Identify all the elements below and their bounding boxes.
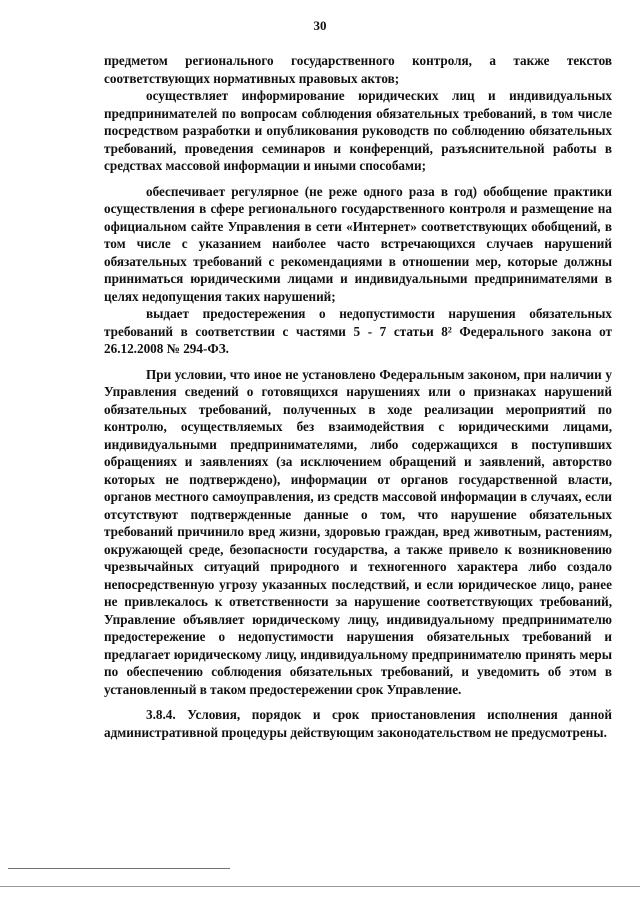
footer-rule xyxy=(0,886,640,887)
footer-rule-short xyxy=(8,868,230,869)
paragraph: предметом регионального государственного контроля, а также текстов соответствующих нормативных правовых актов; xyxy=(104,53,612,86)
document-body xyxy=(104,52,612,741)
paragraph: 3.8.4. Условия, порядок и срок приостановления исполнения данной административной процедуры действующим законодательством не предусмотрены. xyxy=(104,707,612,740)
paragraph: обеспечивает регулярное (не реже одного раза в год) обобщение практики осуществления в сфере регионального государственного контроля и размещение на официальном сайте Управления в сети «Интернет» соответствующих обобщений, в том числе с указанием наиболее часто встречающихся случаев нарушений обязательных требований с рекомендациями в отношении мер, которые должны приниматься юридическими лицами и индивидуальными предпринимателями в целях недопущения таких нарушений; xyxy=(104,183,612,304)
paragraph: При условии, что иное не установлено Федеральным законом, при наличии у Управления сведений о готовящихся нарушениях или о признаках нарушений обязательных требований, полученных в ходе реализации мероприятий по контролю, осуществляемых без взаимодействия с юридическими лицами, индивидуальными предпринимателями, либо содержащихся в поступивших обращениях и заявлениях (за исключением обращений и заявлений, авторство которых не подтверждено), информации от органов государственной власти, органов местного самоуправления, из средств массовой информации в случаях, если отсутствуют подтвержденные данные о том, что нарушение обязательных требований причинило вред жизни, здоровью граждан, вред животным, растениям, окружающей среде, безопасности государства, а также привело к возникновению чрезвычайных ситуаций природного и техногенного характера либо создало непосредственную угрозу указанных последствий, и если юридическое лицо, ранее не привлекалось к ответственности за нарушение соответствующих требований, Управление объявляет юридическому лицу, индивидуальному предпринимателю предостережение о недопустимости нарушения обязательных требований и предлагает юридическому лицу, индивидуальному предпринимателю принять меры по обеспечению соблюдения обязательных требований, и уведомить об этом в установленный в таком предостережении срок Управление. xyxy=(104,366,612,697)
page-number: 30 xyxy=(313,18,327,33)
paragraph: выдает предостережения о недопустимости нарушения обязательных требований в соответствии с частями 5 - 7 статьи 8² Федерального закона от 26.12.2008 № 294-ФЗ. xyxy=(104,306,612,356)
paragraph: осуществляет информирование юридических лиц и индивидуальных предпринимателей по вопросам соблюдения обязательных требований, в том числе посредством разработки и опубликования руководств по соблюдению обязательных требований, проведения семинаров и конференций, разъяснительной работы в средствах массовой информации и иными способами; xyxy=(104,88,612,173)
